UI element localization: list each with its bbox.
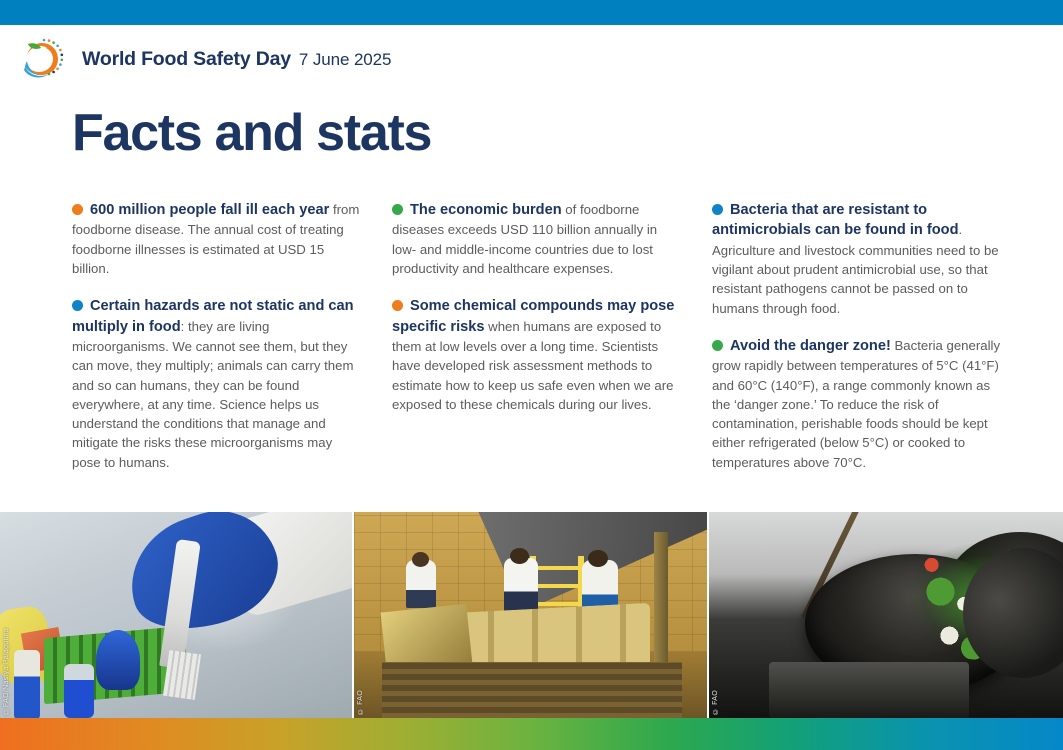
photo-detail xyxy=(510,548,529,564)
photo-credit: ©FAO/Nastya Palagutina xyxy=(3,627,10,714)
bullet-icon xyxy=(392,204,403,215)
fact-body: : they are living microorganisms. We cannot see them, but they can move, they multiply; animals can carry them and so can humans, they can be found everywhere, at any time. Science helps us understand the conditions that manage and mitigate the risks these microorganisms may pose to humans. xyxy=(72,318,354,470)
facts-column-3 xyxy=(712,200,1007,490)
laboratory-pipette-photo xyxy=(0,512,352,718)
fact-lead: The economic burden xyxy=(410,202,562,218)
page-header xyxy=(0,25,1063,93)
fact-body: from foodborne disease. The annual cost of treating foodborne illnesses is estimated at USD 15 billion. xyxy=(72,202,360,276)
photo-detail xyxy=(504,558,538,614)
bullet-icon xyxy=(72,204,83,215)
photo-credit: © FAO xyxy=(712,689,719,714)
wok-vegetables-photo xyxy=(709,512,1063,718)
fact-item xyxy=(712,336,1007,472)
fact-item xyxy=(72,200,362,278)
bottom-gradient-bar xyxy=(0,718,1063,750)
fact-lead: Avoid the danger zone! xyxy=(730,337,891,354)
photo-detail xyxy=(769,662,969,718)
facts-column-2 xyxy=(392,200,684,490)
bullet-icon xyxy=(712,204,723,215)
bullet-icon xyxy=(712,340,723,351)
event-date: 7 June 2025 xyxy=(298,49,392,69)
fact-body: when humans are exposed to them at low levels over a long time. Scientists have developed risk assessment methods to estimate how to keep us safe even when we are exposed to these chemicals during our lives. xyxy=(392,318,674,412)
page-title: Facts and stats xyxy=(72,104,432,162)
photo-detail xyxy=(163,650,201,700)
fact-lead: Certain hazards are not static and can multiply in food xyxy=(72,298,354,335)
brand-title: World Food Safety Day xyxy=(82,47,291,70)
fact-item xyxy=(392,296,684,414)
fact-body: of foodborne diseases exceeds USD 110 billion annually in low- and middle-income countries due to lost productivity and healthcare expenses. xyxy=(392,202,658,276)
fact-lead: Bacteria that are resistant to antimicrobials can be found in food xyxy=(712,202,959,239)
facts-columns xyxy=(72,200,1007,490)
photo-credit: © FAO xyxy=(357,689,364,714)
photo-detail xyxy=(406,560,436,608)
photo-detail xyxy=(115,512,292,646)
fact-body: . Agriculture and livestock communities need to be vigilant about prudent antimicrobial use, so that resistant pathogens cannot be passed on to humans through food. xyxy=(712,222,999,316)
fact-item xyxy=(712,200,1007,318)
photo-detail xyxy=(382,662,682,718)
fact-item xyxy=(72,296,362,472)
fact-lead: 600 million people fall ill each year xyxy=(90,202,330,218)
top-accent-bar xyxy=(0,0,1063,25)
world-food-safety-day-logo-icon xyxy=(14,31,70,87)
warehouse-workers-photo xyxy=(354,512,707,718)
photo-detail xyxy=(64,664,94,718)
bullet-icon xyxy=(72,300,83,311)
fact-body: Bacteria generally grow rapidly between temperatures of 5°C (41°F) and 60°C (140°F), a range commonly known as the ‘danger zone.’ To reduce the risk of contamination, perishable foods should be kept either refrigerated (below 5°C) or cooked to temperatures above 70°C. xyxy=(712,337,1001,470)
bullet-icon xyxy=(392,300,403,311)
photo-strip xyxy=(0,512,1063,718)
header-text xyxy=(82,48,391,71)
fact-lead: Some chemical compounds may pose specific risks xyxy=(392,298,675,335)
facts-column-1 xyxy=(72,200,362,490)
fact-item xyxy=(392,200,684,278)
photo-detail xyxy=(96,630,140,690)
photo-detail xyxy=(412,552,429,567)
photo-detail xyxy=(14,650,40,718)
photo-detail xyxy=(588,550,608,567)
